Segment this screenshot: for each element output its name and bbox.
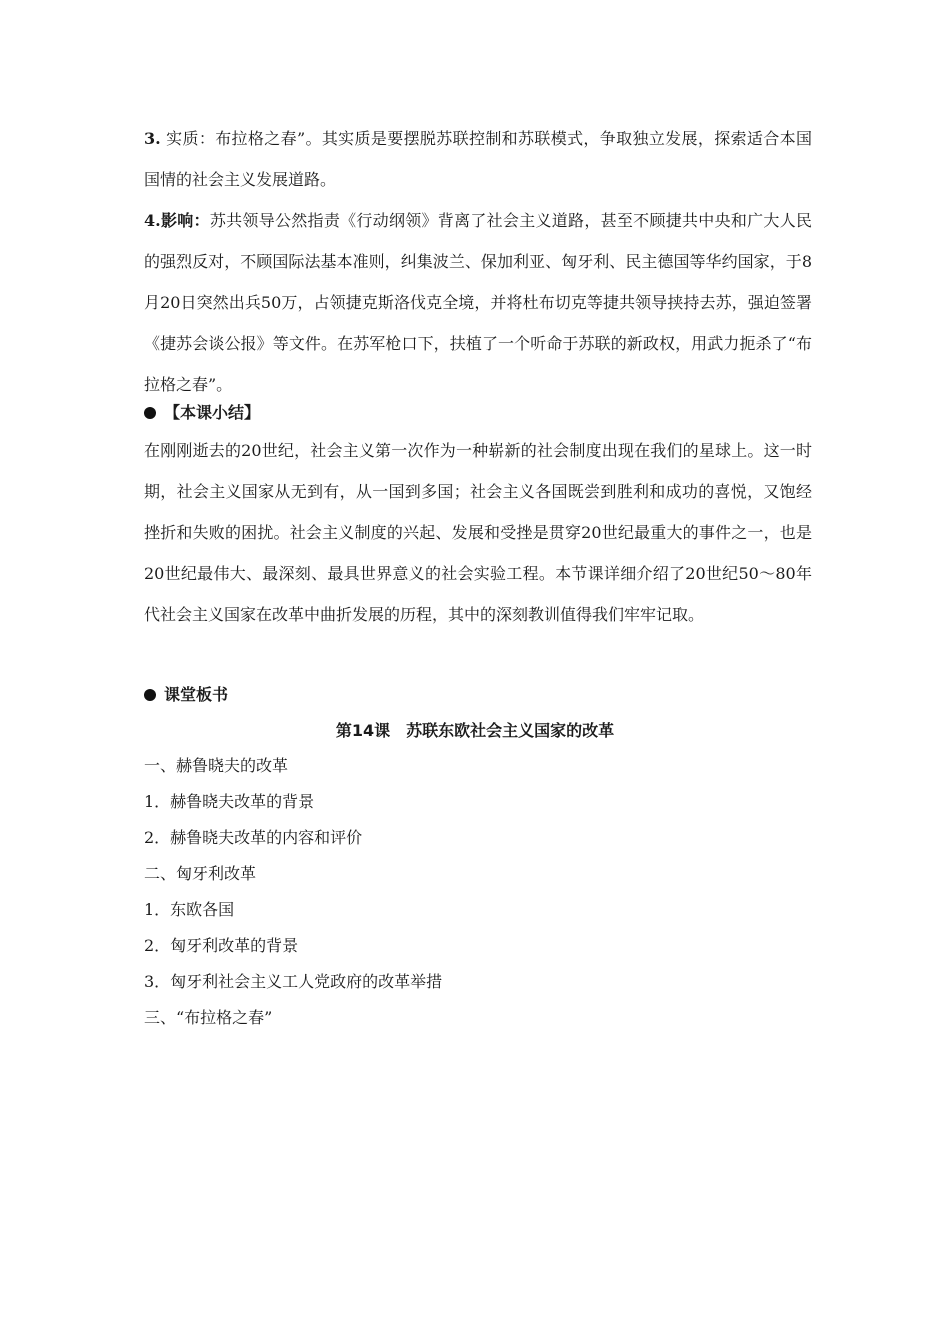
- outline-item: 3．匈牙利社会主义工人党政府的改革举措: [144, 972, 443, 991]
- section-3-text: 实质：布拉格之春”。其实质是要摆脱苏联控制和苏联模式，争取独立发展，探索适合本国国情的社会主义发展道路。: [144, 129, 812, 189]
- board-heading: 课堂板书: [144, 682, 812, 705]
- section-4-text: 苏共领导公然指责《行动纲领》背离了社会主义道路，甚至不顾捷共中央和广大人民的强烈反对，不顾国际法基本准则，纠集波兰、保加利亚、匈牙利、民主德国等华约国家，于8月20日突然出兵50万，占领捷克斯洛伐克全境，并将杜布切克等捷共领导挟持去苏，强迫签署《捷苏会谈公报》等文件。在苏军枪口下，扶植了一个听命于苏联的新政权，用武力扼杀了“布拉格之春”。: [144, 211, 812, 394]
- board-outline: [144, 752, 812, 1040]
- summary-section: [144, 430, 812, 635]
- summary-heading: 【本课小结】: [144, 400, 812, 423]
- summary-text: 在刚刚逝去的20世纪，社会主义第一次作为一种崭新的社会制度出现在我们的星球上。这一时期，社会主义国家从无到有，从一国到多国；社会主义各国既尝到胜利和成功的喜悦，又饱经挫折和失败的困扰。社会主义制度的兴起、发展和受挫是贯穿20世纪最重大的事件之一，也是20世纪最伟大、最深刻、最具世界意义的社会实验工程。本节课详细介绍了20世纪50～80年代社会主义国家在改革中曲折发展的历程，其中的深刻教训值得我们牢牢记取。: [144, 441, 812, 624]
- section-4-label: 4.影响：: [144, 211, 210, 230]
- outline-item: 一、赫鲁晓夫的改革: [144, 756, 289, 775]
- section-3-label: 3.: [144, 129, 161, 148]
- section-4: [144, 200, 812, 405]
- lesson-title: 第14课 苏联东欧社会主义国家的改革: [335, 721, 615, 740]
- outline-item: 2．匈牙利改革的背景: [144, 936, 299, 955]
- outline-item: 1．东欧各国: [144, 900, 235, 919]
- outline-item: 2．赫鲁晓夫改革的内容和评价: [144, 828, 363, 847]
- outline-item: 1．赫鲁晓夫改革的背景: [144, 792, 315, 811]
- outline-item: 三、“布拉格之春”: [144, 1008, 273, 1027]
- section-3: [144, 118, 812, 200]
- bullet-icon: [144, 407, 156, 419]
- outline-item: 二、匈牙利改革: [144, 864, 257, 883]
- bullet-icon: [144, 689, 156, 701]
